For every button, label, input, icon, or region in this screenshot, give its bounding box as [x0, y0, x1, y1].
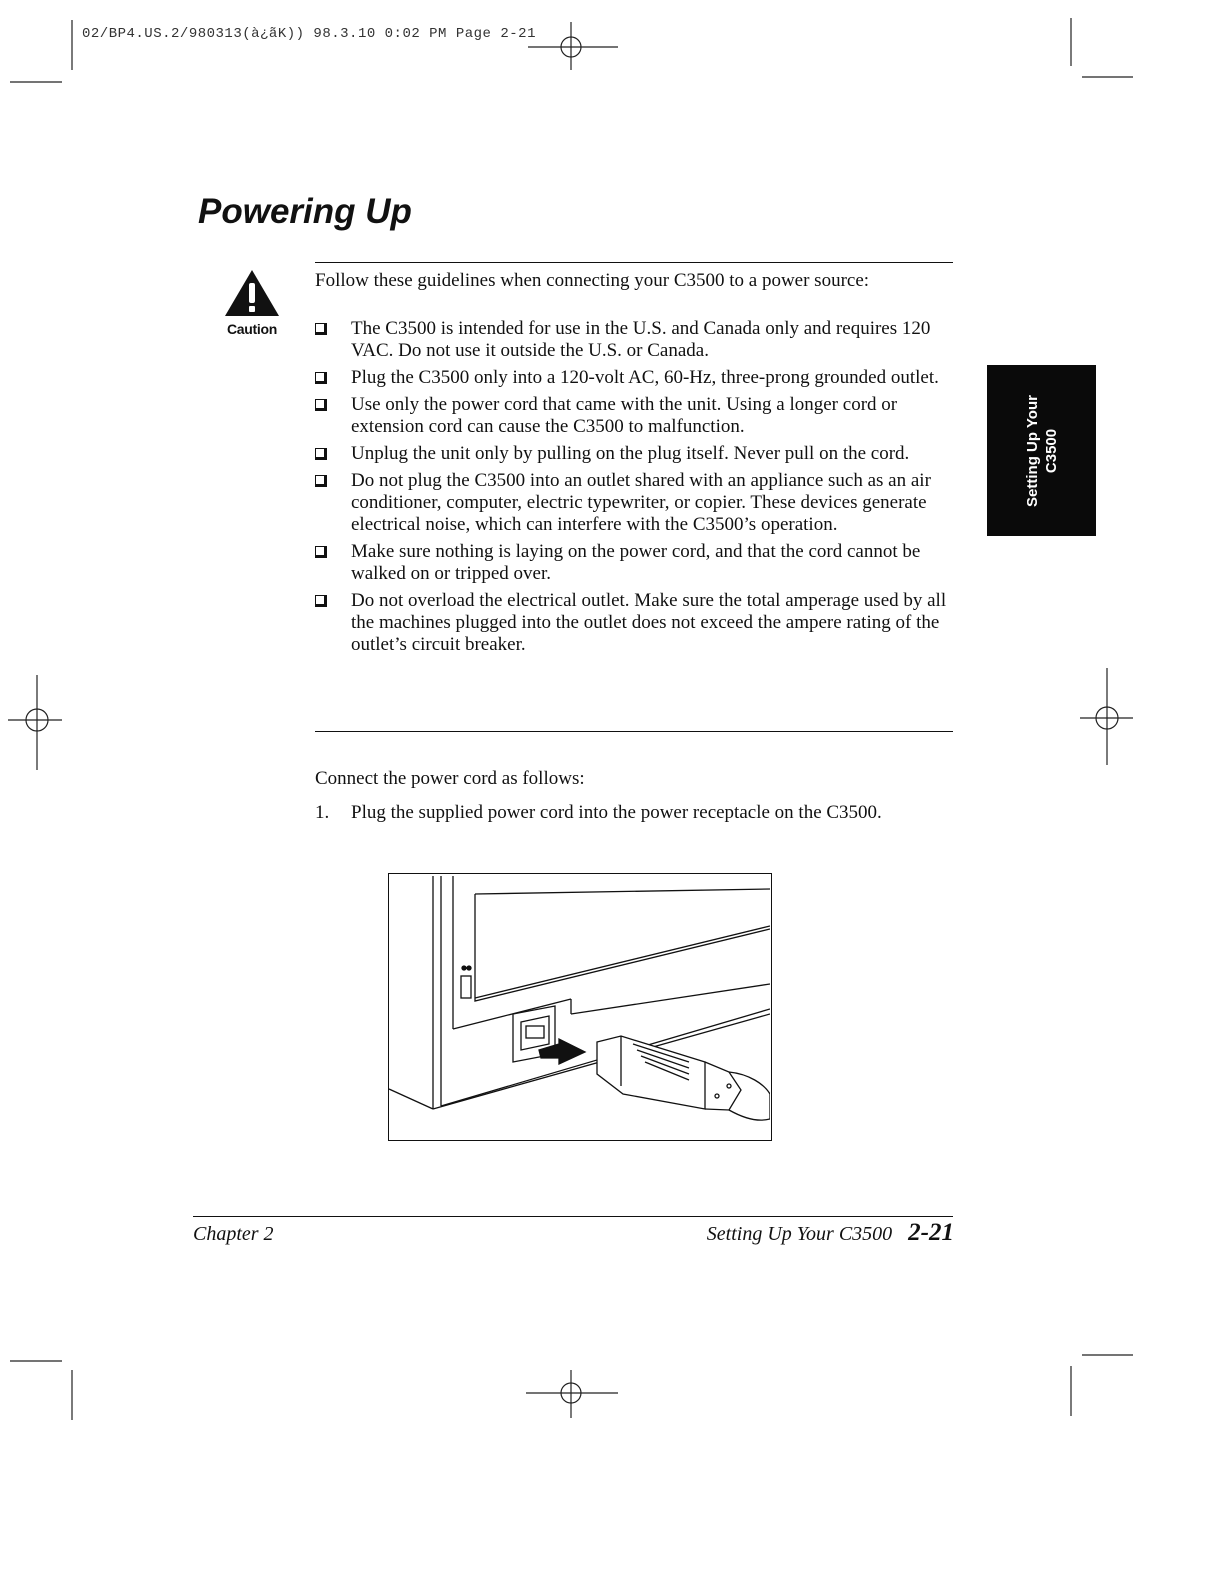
list-item	[315, 590, 955, 656]
guidelines-intro: Follow these guidelines when connecting your C3500 to a power source:	[315, 270, 870, 291]
guideline-list	[315, 318, 955, 661]
checkbox-bullet-icon	[315, 475, 327, 487]
checkbox-bullet-icon	[315, 323, 327, 335]
list-item-text: Plug the C3500 only into a 120-volt AC, 60-Hz, three-prong grounded outlet.	[351, 367, 939, 388]
caution-label: Caution	[226, 321, 277, 337]
tab-label-line-1: Setting Up Your	[1023, 394, 1041, 507]
list-item-text: The C3500 is intended for use in the U.S. and Canada only and requires 120 VAC. Do not use it outside the U.S. or Canada.	[351, 318, 931, 361]
step-item	[315, 802, 935, 824]
list-item-text: Do not plug the C3500 into an outlet shared with an appliance such as an air conditioner, computer, electric typewriter, or copier. These devices generate electrical noise, which can interfere with the C3500’s operation.	[351, 470, 931, 535]
section-thumb-tab	[987, 365, 1096, 536]
page-title: Powering Up	[198, 192, 412, 231]
footer-section-title: Setting Up Your C3500	[706, 1223, 893, 1245]
footer-chapter: Chapter 2	[193, 1223, 274, 1245]
list-item-text: Use only the power cord that came with the unit. Using a longer cord or extension cord can cause the C3500 to malfunction.	[351, 394, 898, 437]
tab-label-line-2: C3500	[1042, 428, 1060, 473]
list-item-text: Do not overload the electrical outlet. Make sure the total amperage used by all the machines plugged into the outlet does not exceed the ampere rating of the outlet’s circuit breaker.	[351, 590, 947, 655]
footer-right	[707, 1219, 954, 1247]
printer-power-receptacle-drawing	[389, 874, 770, 1139]
connect-intro: Connect the power cord as follows:	[315, 768, 585, 789]
step-text: Plug the supplied power cord into the power receptacle on the C3500.	[351, 802, 882, 823]
caution-bottom-rule	[315, 731, 953, 732]
checkbox-bullet-icon	[315, 399, 327, 411]
step-number: 1.	[315, 802, 330, 823]
list-item	[315, 470, 955, 536]
list-item-text: Make sure nothing is laying on the power cord, and that the cord cannot be walked on or tripped over.	[351, 541, 921, 584]
checkbox-bullet-icon	[315, 546, 327, 558]
checkbox-bullet-icon	[315, 372, 327, 384]
checkbox-bullet-icon	[315, 595, 327, 607]
list-item	[315, 443, 955, 465]
step-list	[315, 802, 935, 824]
checkbox-bullet-icon	[315, 448, 327, 460]
power-cord-illustration	[388, 873, 772, 1141]
list-item	[315, 394, 955, 438]
list-item	[315, 541, 955, 585]
footer-rule	[193, 1216, 953, 1217]
list-item	[315, 367, 955, 389]
warning-triangle-icon	[222, 268, 282, 318]
page-number: 2-21	[908, 1219, 954, 1246]
list-item-text: Unplug the unit only by pulling on the plug itself. Never pull on the cord.	[351, 443, 910, 464]
list-item	[315, 318, 955, 362]
caution-top-rule	[315, 262, 953, 263]
caution-notice	[220, 268, 284, 337]
print-slug-line: 02/BP4.US.2/980313(à¿ãK)) 98.3.10 0:02 PM Page 2-21	[82, 26, 536, 42]
